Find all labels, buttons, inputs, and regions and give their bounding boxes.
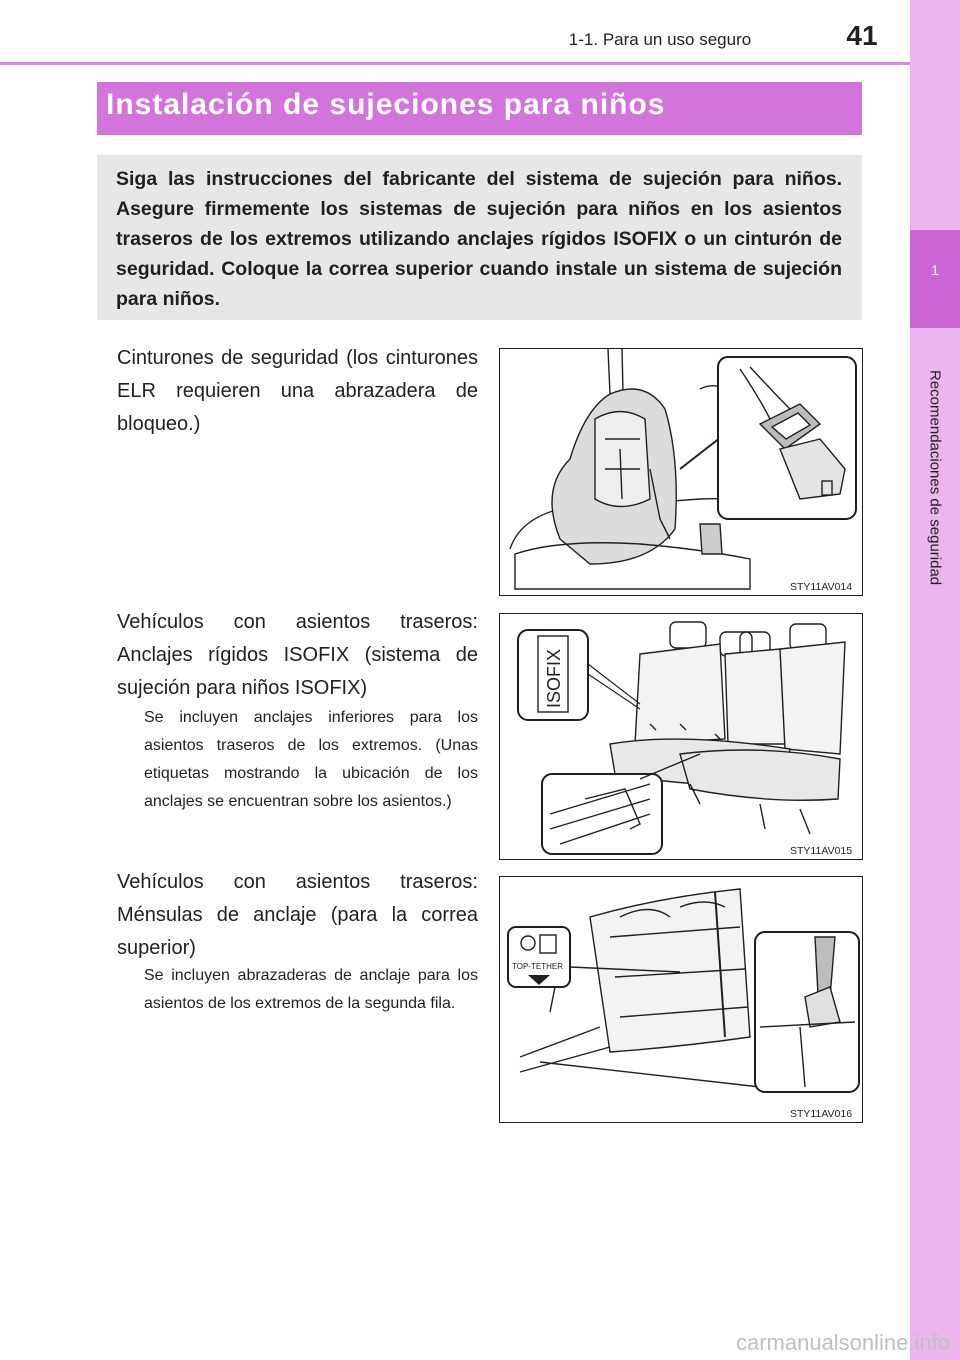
chapter-title-wrap bbox=[912, 340, 958, 615]
watermark: carmanualsonline.info bbox=[735, 1330, 950, 1355]
top-tether-label: TOP-TETHER bbox=[512, 962, 563, 971]
isofix-illustration bbox=[500, 614, 862, 859]
figure-code: STY11AV014 bbox=[790, 581, 853, 593]
item-top-tether-text: Vehículos con asientos traseros: Ménsulas de anclaje (para la correa superior) bbox=[117, 871, 478, 959]
figure-isofix-anchors bbox=[499, 613, 863, 860]
figure-top-tether bbox=[499, 876, 863, 1123]
header-rule bbox=[0, 62, 910, 65]
figure-code: STY11AV015 bbox=[790, 845, 853, 857]
figure-code: STY11AV016 bbox=[790, 1108, 853, 1120]
item-isofix-note: Se incluyen anclajes inferiores para los asientos traseros de los extremos. (Unas etiquetas mostrando la ubicación de los anclajes se encuentran sobre los asientos.) bbox=[144, 709, 478, 810]
chapter-title: Recomendaciones de seguridad bbox=[926, 369, 944, 586]
page-number: 41 bbox=[846, 20, 878, 51]
page-heading: Instalación de sujeciones para niños bbox=[106, 88, 666, 121]
item-top-tether-note: Se incluyen abrazaderas de anclaje para los asientos de los extremos de la segunda fila. bbox=[144, 967, 478, 1012]
isofix-label: ISOFIX bbox=[544, 648, 564, 708]
item-seat-belt-text: Cinturones de seguridad (los cinturones ELR requieren una abrazadera de bloqueo.) bbox=[117, 347, 478, 435]
chapter-number-box bbox=[910, 230, 960, 328]
figure-child-seat-belt bbox=[499, 348, 863, 596]
item-isofix-text: Vehículos con asientos traseros: Anclajes rígidos ISOFIX (sistema de sujeción para niños ISOFIX) bbox=[117, 611, 478, 699]
intro-text: Siga las instrucciones del fabricante del sistema de sujeción para niños. Asegure firmemente los sistemas de sujeción para niños en los asientos traseros de los extremos utilizando anclajes rígidos ISOFIX o un cinturón de seguridad. Coloque la correa superior cuando instale un sistema de sujeción para niños. bbox=[116, 168, 842, 310]
section-title: 1-1. Para un uso seguro bbox=[568, 30, 752, 49]
chapter-number: 1 bbox=[931, 262, 939, 278]
chapter-tab bbox=[910, 0, 960, 1360]
top-tether-illustration bbox=[500, 877, 862, 1122]
child-seat-illustration bbox=[500, 349, 862, 595]
